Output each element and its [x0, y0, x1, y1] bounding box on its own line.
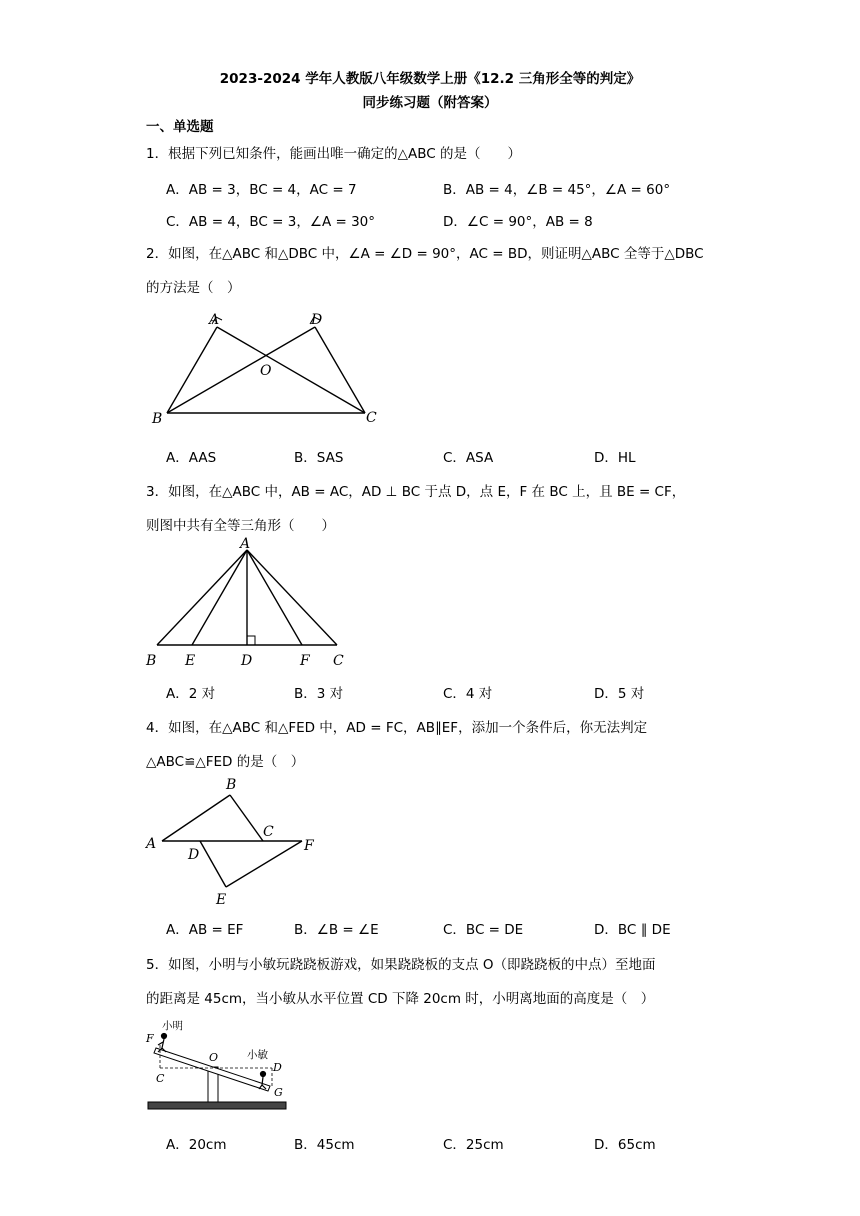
q3-label-d: D — [241, 653, 253, 669]
question-3-option-a[interactable]: A．2 对 — [166, 686, 216, 702]
question-1-option-a[interactable]: A．AB = 3，BC = 4，AC = 7 — [166, 182, 357, 198]
q3-label-e: E — [185, 653, 196, 669]
question-5-option-a[interactable]: A．20cm — [166, 1137, 227, 1153]
question-3-text-line2: 则图中共有全等三角形（ ） — [146, 518, 335, 534]
q5-ground — [148, 1102, 286, 1109]
document-subtitle: 同步练习题（附答案） — [362, 95, 498, 111]
question-4-option-c[interactable]: C．BC = DE — [443, 922, 524, 938]
question-3-option-c[interactable]: C．4 对 — [443, 686, 493, 702]
q3-label-b: B — [146, 653, 157, 669]
question-5-option-c[interactable]: C．25cm — [443, 1137, 504, 1153]
question-1-option-c[interactable]: C．AB = 4，BC = 3，∠A = 30° — [166, 214, 375, 230]
q3-label-a: A — [240, 536, 251, 552]
question-5-figure — [140, 1015, 300, 1115]
question-2-option-d[interactable]: D．HL — [594, 450, 636, 466]
q2-label-b: B — [152, 411, 163, 427]
question-2-text-line1: 2．如图，在△ABC 和△DBC 中，∠A = ∠D = 90°，AC = BD，则证明△ABC 全等于△DBC — [146, 246, 704, 262]
question-1-text: 1．根据下列已知条件，能画出唯一确定的△ABC 的是（ ） — [146, 146, 521, 162]
q4-label-a: A — [146, 836, 157, 852]
question-4-option-d[interactable]: D．BC ∥ DE — [594, 922, 671, 938]
q2-label-c: C — [366, 410, 377, 426]
document-title: 2023-2024 学年人教版八年级数学上册《12.2 三角形全等的判定》 — [219, 71, 641, 87]
question-5-text-line2: 的距离是 45cm，当小敏从水平位置 CD 下降 20cm 时，小明离地面的高度是（ ） — [146, 991, 655, 1007]
q4-label-d: D — [188, 847, 200, 863]
question-5-option-b[interactable]: B．45cm — [294, 1137, 355, 1153]
question-3-option-d[interactable]: D．5 对 — [594, 686, 645, 702]
question-1-option-b[interactable]: B．AB = 4，∠B = 45°，∠A = 60° — [443, 182, 671, 198]
q5-label-g: G — [274, 1086, 283, 1099]
question-2-option-c[interactable]: C．ASA — [443, 450, 494, 466]
question-2-text-line2: 的方法是（ ） — [146, 280, 241, 296]
q3-label-f: F — [300, 653, 310, 669]
q4-label-f: F — [304, 838, 314, 854]
q5-label-xiaomin: 小敏 — [247, 1049, 268, 1061]
question-5-option-d[interactable]: D．65cm — [594, 1137, 656, 1153]
question-2-option-b[interactable]: B．SAS — [294, 450, 344, 466]
q5-label-o: O — [209, 1051, 219, 1064]
q5-label-c: C — [156, 1072, 165, 1085]
question-1-option-d[interactable]: D．∠C = 90°，AB = 8 — [443, 214, 593, 230]
q4-label-e: E — [216, 892, 227, 905]
question-3-figure — [140, 535, 360, 670]
question-5-text-line1: 5．如图，小明与小敏玩跷跷板游戏，如果跷跷板的支点 O（即跷跷板的中点）至地面 — [146, 957, 656, 973]
q5-label-f: F — [146, 1032, 154, 1045]
question-2-figure — [140, 305, 390, 430]
question-2-option-a[interactable]: A．AAS — [166, 450, 217, 466]
q2-label-a: A — [209, 312, 220, 328]
q2-label-d: D — [311, 312, 323, 328]
section-heading: 一、单选题 — [146, 119, 214, 135]
question-4-option-b[interactable]: B．∠B = ∠E — [294, 922, 379, 938]
q3-label-c: C — [333, 653, 344, 669]
question-4-option-a[interactable]: A．AB = EF — [166, 922, 244, 938]
q5-label-xiaoming: 小明 — [162, 1020, 183, 1032]
q5-label-d: D — [273, 1061, 282, 1074]
question-4-text-line1: 4．如图，在△ABC 和△FED 中，AD = FC，AB∥EF，添加一个条件后，你无法判定 — [146, 720, 648, 736]
question-3-text-line1: 3．如图，在△ABC 中，AB = AC，AD ⊥ BC 于点 D，点 E，F 在 BC 上，且 BE = CF， — [146, 484, 686, 500]
question-3-option-b[interactable]: B．3 对 — [294, 686, 344, 702]
q4-label-b: B — [226, 777, 237, 793]
q2-label-o: O — [260, 363, 272, 379]
question-4-text-line2: △ABC≌△FED 的是（ ） — [146, 754, 305, 770]
q4-label-c: C — [263, 824, 274, 840]
question-4-figure — [140, 770, 340, 905]
